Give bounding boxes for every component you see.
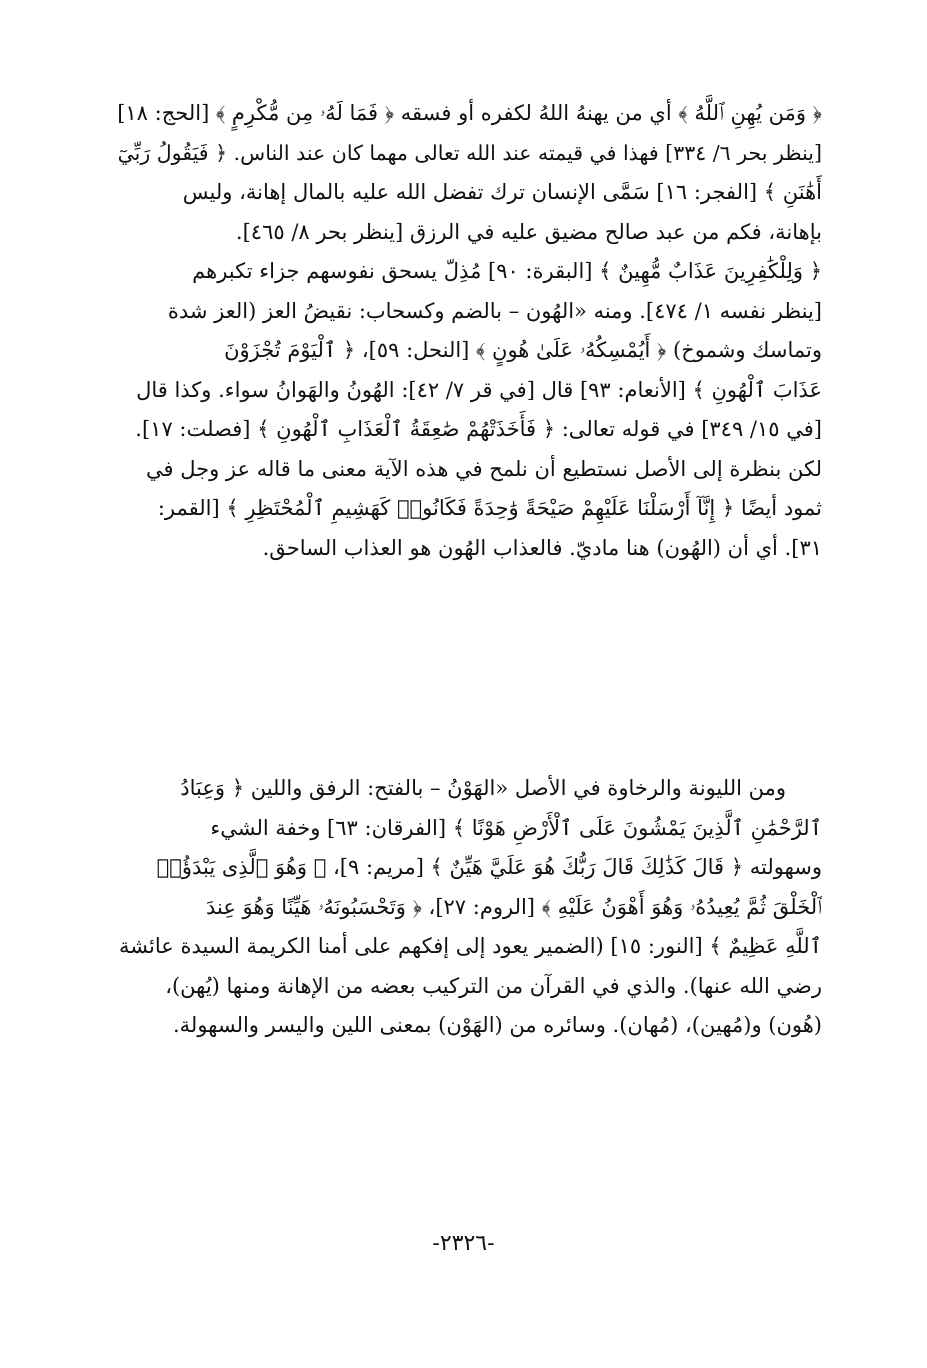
text-line: [في ١٥/ ٣٤٩] في قوله تعالى: ﴿ فَأَخَذَتْهُمْ صَٰعِقَةُ ٱلْعَذَابِ ٱلْهُونِ ﴾ [فصلت: ١٧]. [135,417,822,441]
text-line: أَهَٰنَنِ ﴾ [الفجر: ١٦] سَمَّى الإنسان ترك تفضل الله عليه بالمال إهانة، وليس [182,180,822,204]
paragraph-2 [106,769,822,1046]
text-line: ومن الليونة والرخاوة في الأصل «الهَوْنُ – بالفتح: الرفق واللين ﴿ وَعِبَادُ [180,776,786,800]
text-line: ٱللَّهِ عَظِيمٌ ﴾ [النور: ١٥] (الضمير يعود إلى إفكهم على أمنا الكريمة السيدة عائشة [119,934,822,958]
text-line: ﴿ وَمَن يُهِنِ ٱللَّهُ ﴾ أي من يهنهُ اللهُ لكفره أو فسقه ﴿ فَمَا لَهُۥ مِن مُّكْرِمٍ ﴾ [الحج: ١٨] [117,101,822,125]
text-line: وسهولته ﴿ قَالَ كَذَٰلِكَ قَالَ رَبُّكَ هُوَ عَلَيَّ هَيِّنٌ ﴾ [مريم: ٩]، ﴿ وَهُوَ ٱلَّذِى يَبْدَؤُا۟ [156,855,822,879]
text-line: لكن بنظرة إلى الأصل نستطيع أن نلمح في هذه الآية معنى ما قاله عز وجل في [146,456,822,481]
page-number: -٢٣٢٦- [432,1231,495,1256]
text-line: ثمود أيضًا ﴿ إِنَّآ أَرْسَلْنَا عَلَيْهِمْ صَيْحَةً وَٰحِدَةً فَكَانُوا۟ كَهَشِيمِ ٱلْمُحْتَظِرِ ﴾ [القمر: [157,496,822,520]
text-line: (هُون) و(مُهين)، (مُهان). وسائره من (الهَوْن) بمعنى اللين واليسر والسهولة. [172,1013,822,1037]
text-line: وتماسك وشموخ) ﴿ أَيُمْسِكُهُۥ عَلَىٰ هُونٍ ﴾ [النحل: ٥٩]، ﴿ ٱلْيَوْمَ تُجْزَوْنَ [224,338,822,362]
text-line: [ينظر نفسه ١/ ٤٧٤]. ومنه «الهُون – بالضم وكسحاب: نقيضُ العز (العز شدة [167,298,822,323]
text-line: ٣١]. أي أن (الهُون) هنا ماديّ. فالعذاب الهُون هو العذاب الساحق. [262,535,822,560]
text-line: ﴿ وَلِلْكَٰفِرِينَ عَذَابٌ مُّهِينٌ ﴾ [البقرة: ٩٠] مُذِلّ يسحق نفوسهم جزاء تكبرهم [192,259,822,283]
text-line: ٱلرَّحْمَٰنِ ٱلَّذِينَ يَمْشُونَ عَلَى ٱلْأَرْضِ هَوْنًا ﴾ [الفرقان: ٦٣] وخفة الشيء [210,815,822,840]
text-line: [ينظر بحر ٦/ ٣٣٤] فهذا في قيمته عند الله تعالى مهما كان عند الناس. ﴿ فَيَقُولُ رَبِّيٓ [117,140,822,165]
text-line: رضي الله عنها). والذي في القرآن من التركيب بعضه من الإهانة ومنها (يُهن)، [165,973,822,998]
text-line: بإهانة، فكم من عبد صالح مضيق عليه في الرزق [ينظر بحر ٨/ ٤٦٥]. [235,219,822,244]
text-line: عَذَابَ ٱلْهُونِ ﴾ [الأنعام: ٩٣] قال [في قر ٧/ ٤٢]: الهُونُ والهَوانُ سواء. وكذا قال [136,377,822,402]
text-line: ٱلْخَلْقَ ثُمَّ يُعِيدُهُۥ وَهُوَ أَهْوَنُ عَلَيْهِ ﴾ [الروم: ٢٧]، ﴿ وَتَحْسَبُونَهُۥ هَيِّنًا وَهُوَ عِندَ [205,894,822,919]
paragraph-1 [106,94,822,568]
